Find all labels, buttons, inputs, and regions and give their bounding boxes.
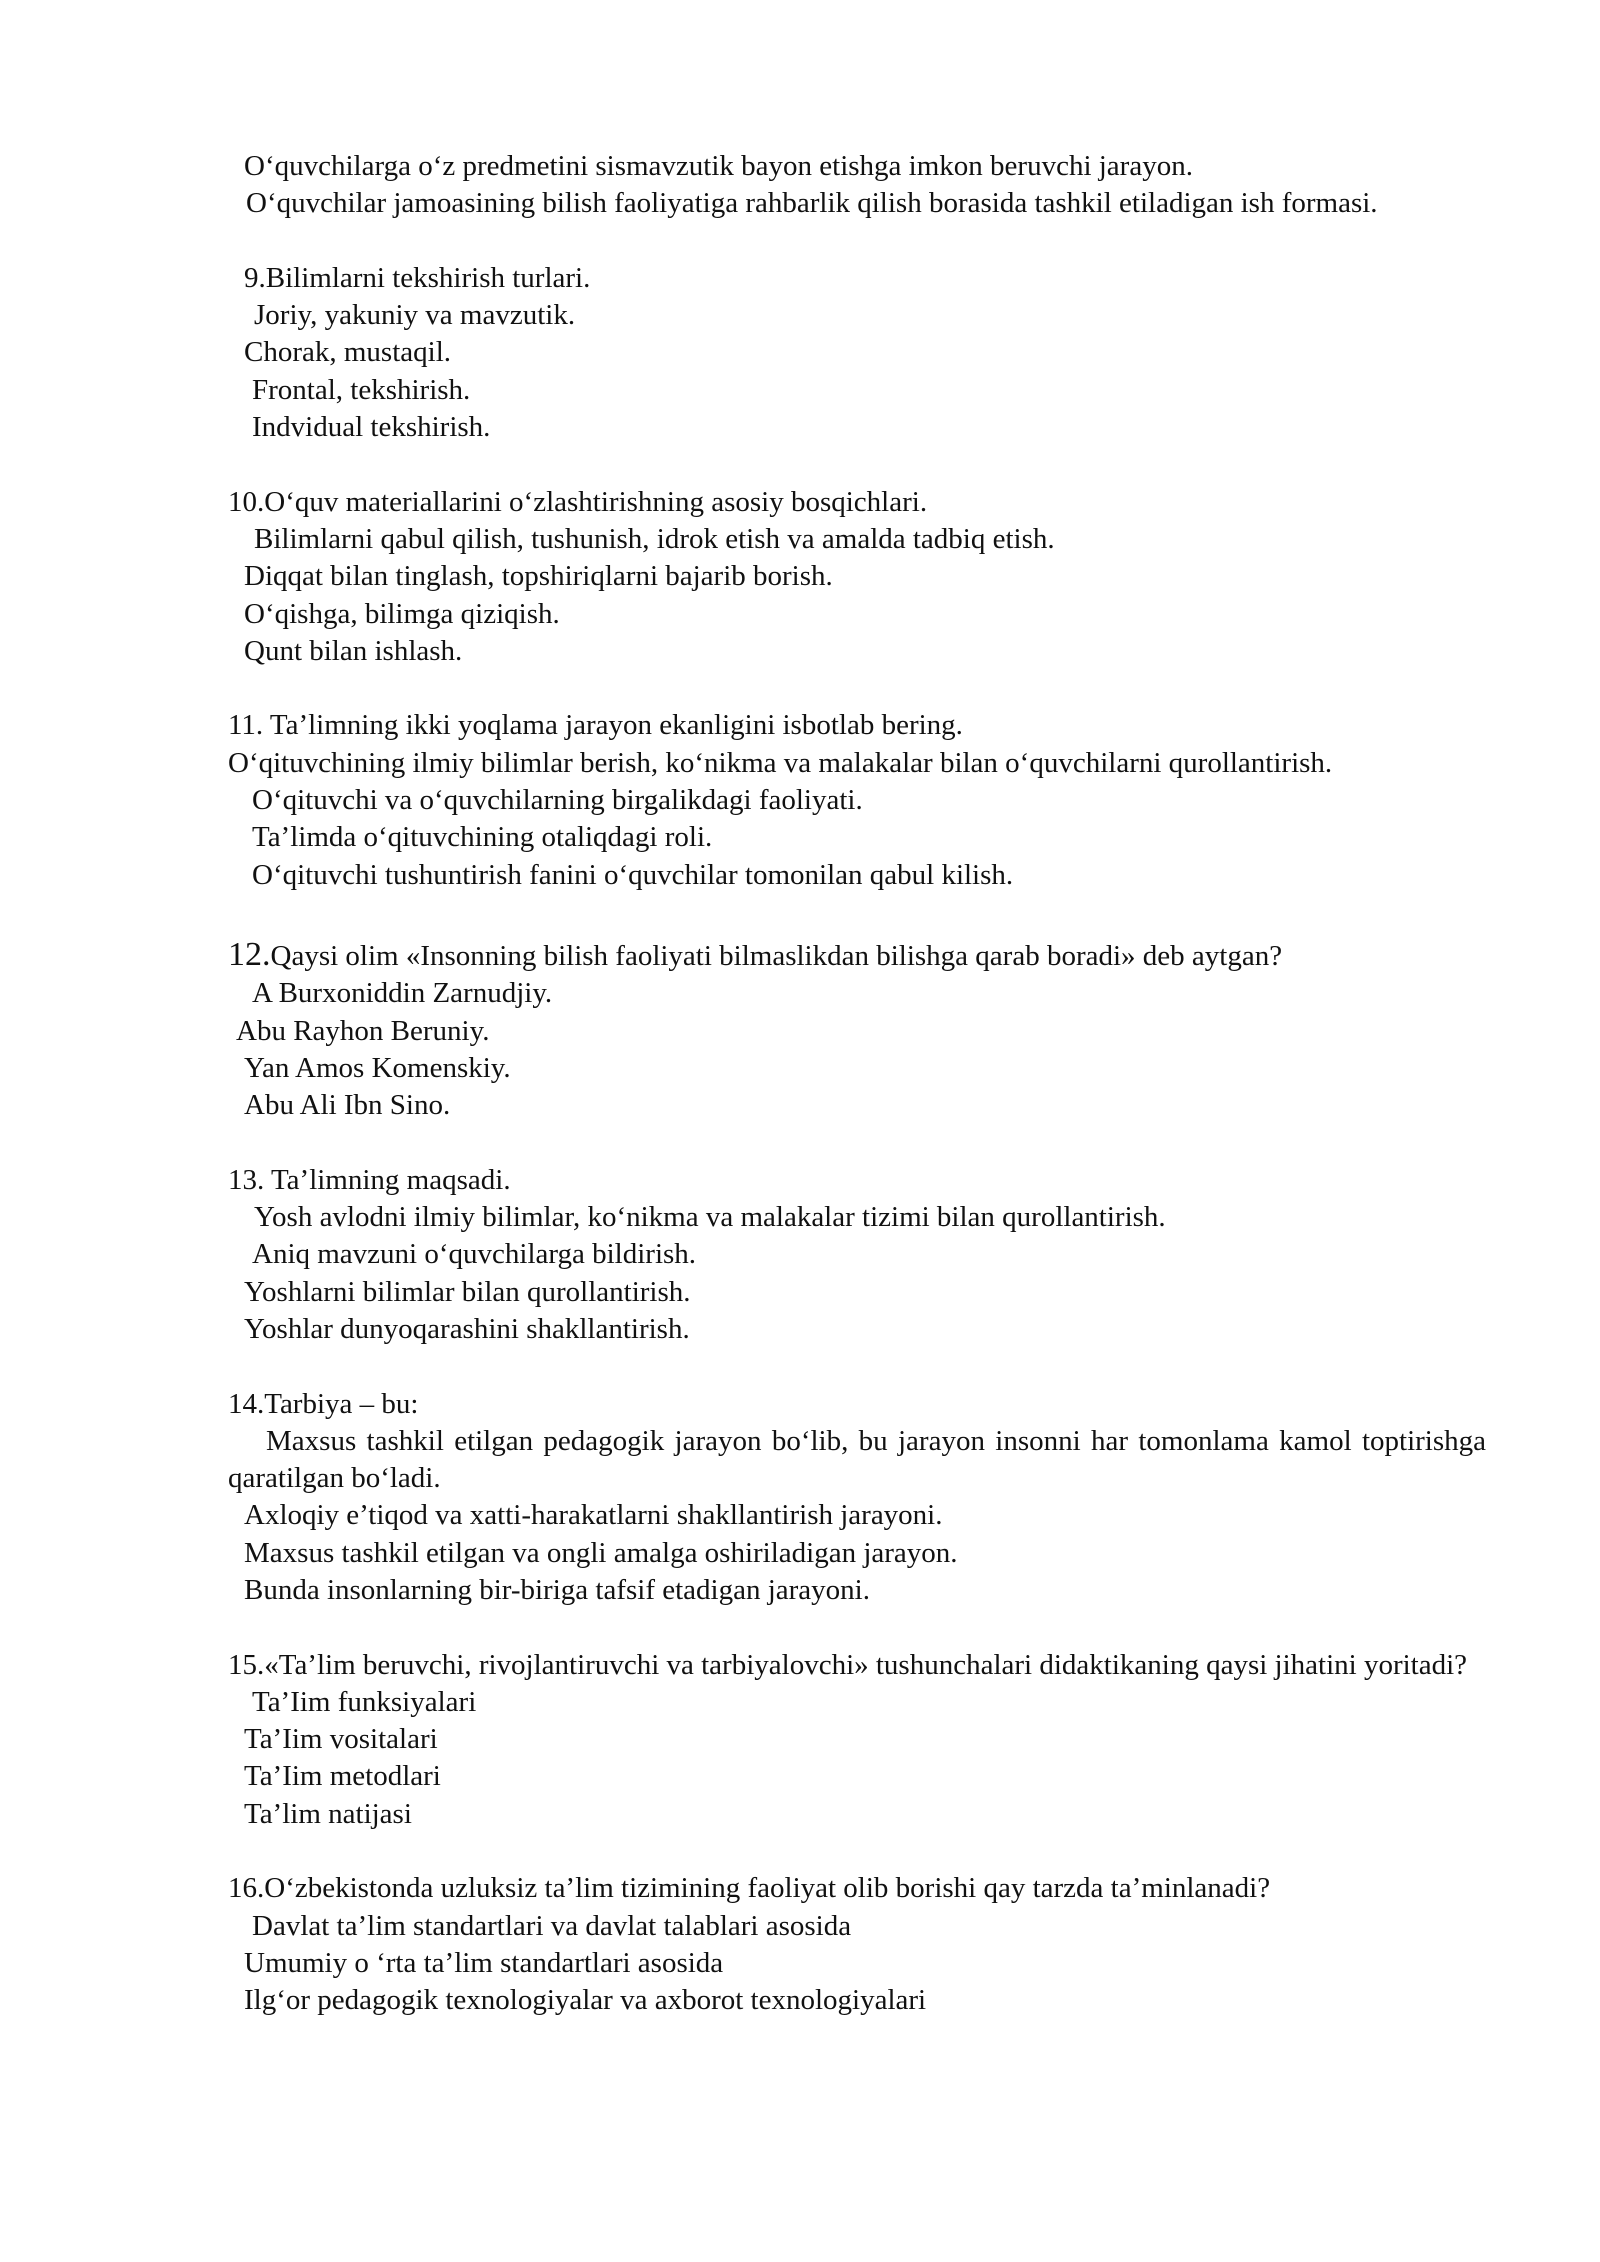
q14-option-4: Bunda insonlarning bir-biriga tafsif etadigan jarayoni. [244, 1573, 870, 1606]
q14-option-3: Maxsus tashkil etilgan va ongli amalga oshiriladigan jarayon. [244, 1536, 958, 1569]
q16-option-3: Ilg‘or pedagogik texnologiyalar va axborot texnologiyalari [244, 1984, 927, 2017]
q16-option-2: Umumiy o ‘rta ta’lim standartlari asosida [244, 1946, 724, 1979]
q13-option-3: Yoshlarni bilimlar bilan qurollantirish. [244, 1275, 691, 1308]
q12-question-line [228, 936, 1486, 975]
q15-option-4: Ta’lim natijasi [244, 1797, 412, 1830]
q11-option-3: Ta’limda o‘qituvchining otaliqdagi roli. [252, 821, 713, 854]
q11-option-1: O‘qituvchining ilmiy bilimlar berish, ko‘nikma va malakalar bilan o‘quvchilarni qurollantirish. [228, 746, 1333, 779]
q15-option-1: Ta’Iim funksiyalari [252, 1685, 477, 1718]
q13-option-4: Yoshlar dunyoqarashini shakllantirish. [244, 1312, 690, 1345]
q9-option-3: Frontal, tekshirish. [252, 373, 471, 406]
q15-option-3: Ta’Iim metodlari [244, 1760, 441, 1793]
q14-option-2: Axloqiy e’tiqod va xatti-harakatlarni shakllantirish jarayoni. [244, 1499, 943, 1532]
q12-option-1: A Burxoniddin Zarnudjiy. [252, 977, 553, 1010]
q12-option-2: Abu Rayhon Beruniy. [236, 1014, 490, 1047]
q8-option-4: O‘quvchilar jamoasining bilish faoliyatiga rahbarlik qilish borasida tashkil etiladigan ish formasi. [246, 187, 1378, 220]
q8-option-3: O‘quvchilarga o‘z predmetini sismavzutik bayon etishga imkon beruvchi jarayon. [244, 150, 1193, 182]
q15-option-2: Ta’Iim vositalari [244, 1723, 438, 1756]
q15-question: 15.«Ta’lim beruvchi, rivojlantiruvchi va tarbiyalovchi» tushunchalari didaktikaning qaysi jihatini yoritadi? [228, 1648, 1468, 1681]
q12-question: Qaysi olim «Insonning bilish faoliyati bilmaslikdan bilishga qarab boradi» deb aytgan? [270, 939, 1283, 972]
q10-option-2: Diqqat bilan tinglash, topshiriqlarni bajarib borish. [244, 560, 833, 593]
q10-option-3: O‘qishga, bilimga qiziqish. [244, 597, 560, 630]
q11-option-4: O‘qituvchi tushuntirish fanini o‘quvchilar tomonilan qabul kilish. [252, 858, 1014, 891]
q12-option-4: Abu Ali Ibn Sino. [244, 1089, 451, 1122]
q10-option-1: Bilimlarni qabul qilish, tushunish, idrok etish va amalda tadbiq etish. [254, 522, 1055, 555]
q9-question: 9.Bilimlarni tekshirish turlari. [244, 261, 591, 294]
q11-option-2: O‘qituvchi va o‘quvchilarning birgalikdagi faoliyati. [252, 784, 863, 817]
q10-option-4: Qunt bilan ishlash. [244, 634, 463, 667]
q13-question: 13. Ta’limning maqsadi. [228, 1163, 511, 1196]
q11-question: 11. Ta’limning ikki yoqlama jarayon ekanligini isbotlab bering. [228, 709, 963, 742]
q13-option-1: Yosh avlodni ilmiy bilimlar, ko‘nikma va malakalar tizimi bilan qurollantirish. [254, 1201, 1166, 1234]
q12-number: 12. [228, 935, 271, 973]
q9-option-4: Indvidual tekshirish. [252, 411, 491, 444]
q10-question: 10.O‘quv materiallarini o‘zlashtirishning asosiy bosqichlari. [228, 485, 928, 518]
q9-option-1: Joriy, yakuniy va mavzutik. [254, 299, 576, 332]
q12-option-3: Yan Amos Komenskiy. [244, 1051, 511, 1084]
q16-question: 16.O‘zbekistonda uzluksiz ta’lim tizimining faoliyat olib borishi qay tarzda ta’minlanadi? [228, 1872, 1271, 1905]
q16-option-1: Davlat ta’lim standartlari va davlat talablari asosida [252, 1909, 852, 1942]
q14-question: 14.Tarbiya – bu: [228, 1387, 419, 1420]
q9-option-2: Chorak, mustaqil. [244, 336, 452, 369]
q14-option-1: Maxsus tashkil etilgan pedagogik jarayon bo‘lib, bu jarayon insonni har tomonlama kamol toptirishga qaratilgan bo‘ladi. [228, 1424, 1494, 1495]
q13-option-2: Aniq mavzuni o‘quvchilarga bildirish. [252, 1238, 697, 1271]
